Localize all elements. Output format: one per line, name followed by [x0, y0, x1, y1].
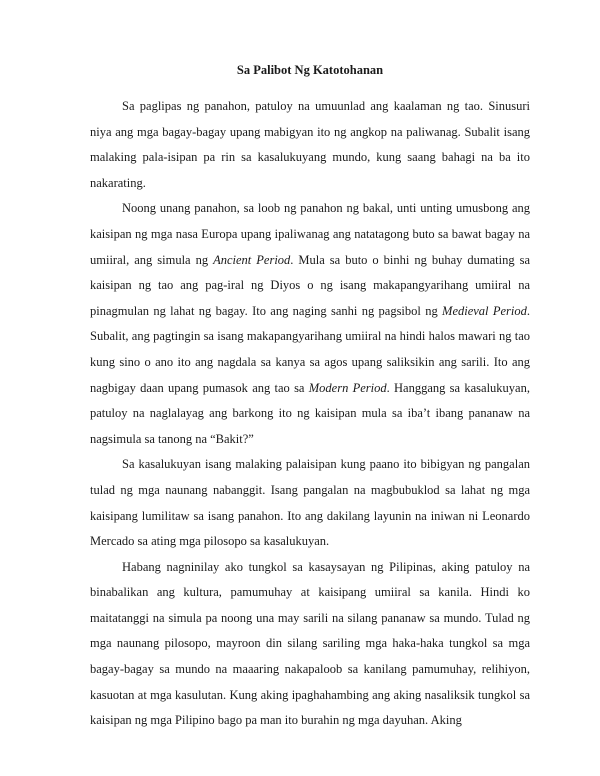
term-ancient-period: Ancient Period [213, 252, 291, 267]
document-page [90, 62, 530, 734]
paragraph-1: Sa paglipas ng panahon, patuloy na umuunlad ang kaalaman ng tao. Sinusuri niya ang mga bagay-bagay upang mabigyan ito ng angkop na paliwanag. Subalit isang malaking pala-isipan pa rin sa kasalukuyang mundo, kung saang bahagi na ba ito nakarating. [90, 99, 530, 190]
paragraph-2-text-2: . Mula sa buto o binhi ng buhay dumating sa kaisipan ng tao ang pag-iral ng Diyos o ng isang makapangyarihang umiiral na pinagmulan ng lahat ng bagay. Ito ang naging sanhi ng pagsibol ng [90, 252, 531, 318]
paragraph-2-text-1: Noong unang panahon, sa loob ng panahon ng bakal, unti unting umusbong ang kaisipan ng mga nasa Europa upang ipaliwanag ang natatagong buto sa bawat bagay na umiiral, ang simula ng [90, 201, 530, 267]
paragraph-3: Sa kasalukuyan isang malaking palaisipan kung paano ito bibigyan ng pangalan tulad ng mga naunang nabanggit. Isang pangalan na magbubuklod sa lahat ng mga kaisipang lumilitaw sa isang panahon. Ito ang dakilang layunin na iniwan ni Leonardo Mercado sa ating mga pilosopo sa kasalukuyan. [90, 457, 530, 549]
term-modern-period: Modern Period [308, 380, 387, 395]
term-medieval-period: Medieval Period [442, 303, 527, 318]
paragraph-2-text-3: . Subalit, ang pagtingin sa isang makapangyarihang umiiral na hindi halos mawari ng tao kung sino o ano ito ang nagdala sa kanya sa agos upang saliksikin ang sarili. Ito ang nagbigay daan upang pumasok ang tao sa [90, 303, 531, 395]
document-title: Sa Palibot Ng Katotohanan [236, 63, 384, 77]
paragraph-2 [90, 196, 530, 452]
paragraph-4: Habang nagninilay ako tungkol sa kasaysayan ng Pilipinas, aking patuloy na binabalikan ang kultura, pamumuhay at kaisipang umiiral sa kanila. Hindi ko maitatanggi na simula pa noong una may sarili na silang pananaw sa mundo. Tulad ng mga naunang pilosopo, mayroon din silang sariling mga haka-haka tungkol sa mga bagay-bagay sa mundo na maaaring nakapaloob sa kanilang pamumuhay, relihiyon, kasuotan at mga kasulutan. Kung aking ipaghahambing ang aking nasaliksik tungkol sa kaisipan ng mga Pilipino bago pa man ito burahin ng mga dayuhan. Aking [90, 559, 530, 728]
paragraph-2-text-4: . Hanggang sa kasalukuyan, patuloy na naglalayag ang barkong ito ng kaisipan mula sa iba’t ibang pananaw na nagsimula sa tanong na “Bakit?” [90, 380, 530, 446]
